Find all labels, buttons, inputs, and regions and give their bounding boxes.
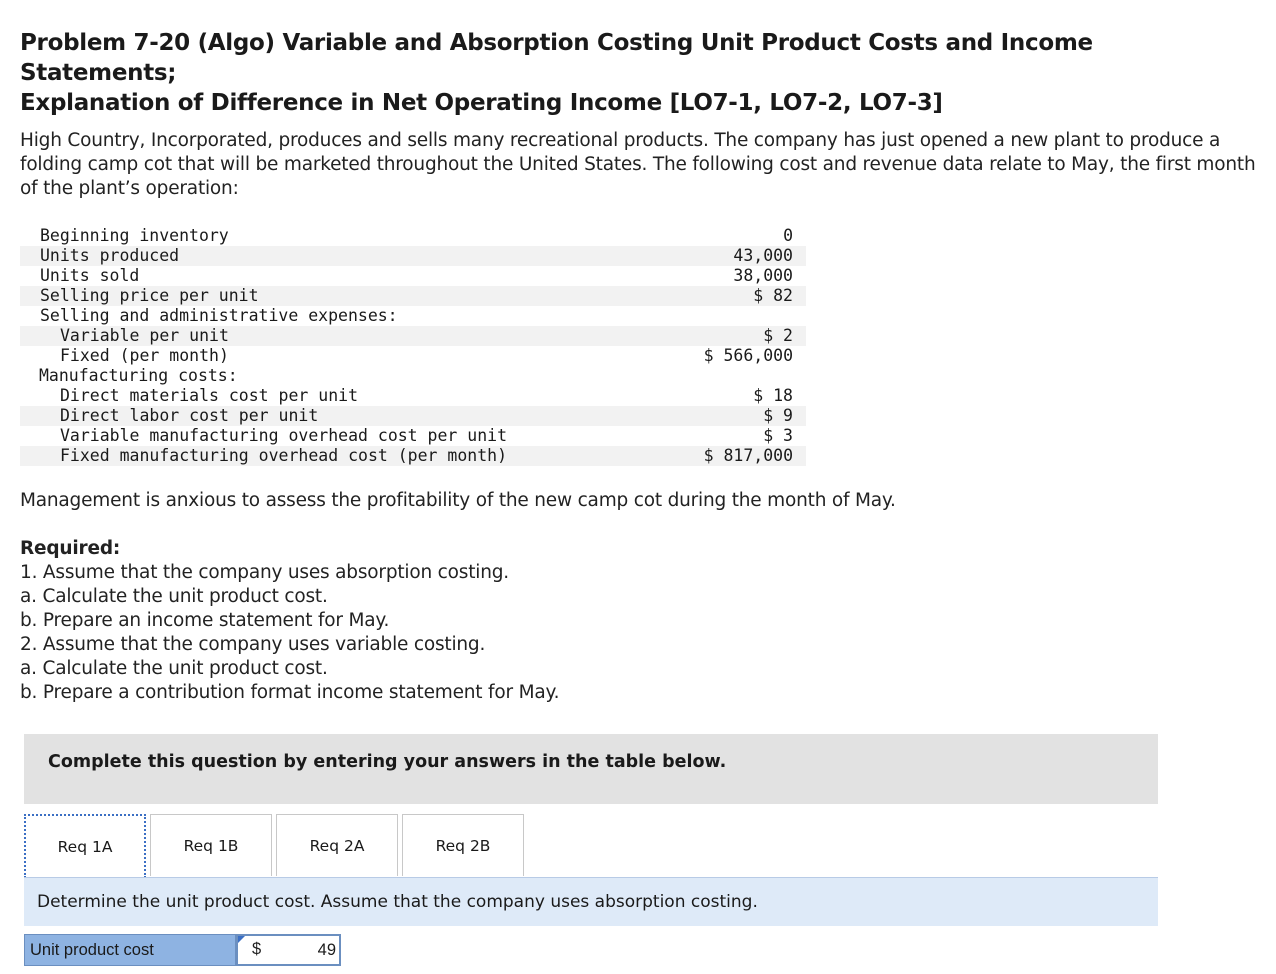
tab-req-1b[interactable]: Req 1B (150, 814, 272, 876)
row-label: Beginning inventory (40, 226, 229, 245)
data-row (20, 346, 806, 366)
data-row (20, 426, 806, 446)
data-row (20, 226, 806, 246)
row-label: Direct materials cost per unit (60, 386, 359, 405)
required-line: a. Calculate the unit product cost. (20, 658, 328, 679)
cost-data-table (20, 226, 806, 466)
row-label: Manufacturing costs: (39, 366, 238, 385)
row-label: Units sold (40, 266, 140, 285)
currency-symbol: $ (252, 940, 262, 958)
row-value: $ 817,000 (703, 446, 793, 465)
title-line-2: Explanation of Difference in Net Operating Income [LO7-1, LO7-2, LO7-3] (20, 90, 943, 116)
required-line: b. Prepare an income statement for May. (20, 610, 390, 631)
instruction-text: Complete this question by entering your answers in the table below. (48, 752, 727, 772)
data-row (20, 366, 806, 386)
data-row (20, 286, 806, 306)
unit-product-cost-input[interactable] (268, 939, 336, 961)
management-text: Management is anxious to assess the profitability of the new camp cot during the month of May. (20, 490, 896, 511)
required-line: 2. Assume that the company uses variable costing. (20, 634, 486, 655)
row-label: Variable per unit (60, 326, 229, 345)
required-line: a. Calculate the unit product cost. (20, 586, 328, 607)
flag-icon (238, 936, 245, 943)
data-row (20, 446, 806, 466)
row-value: $ 3 (763, 426, 793, 445)
instruction-banner (24, 734, 1158, 804)
data-row (20, 326, 806, 346)
row-label: Units produced (40, 246, 180, 265)
data-row (20, 266, 806, 286)
required-line: b. Prepare a contribution format income statement for May. (20, 682, 560, 703)
tab-req-2b[interactable]: Req 2B (402, 814, 524, 876)
row-label: Fixed (per month) (60, 346, 229, 365)
data-row (20, 246, 806, 266)
row-value: $ 9 (763, 406, 793, 425)
row-label: Fixed manufacturing overhead cost (per month) (60, 446, 508, 465)
row-value: $ 566,000 (703, 346, 793, 365)
row-value: 0 (783, 226, 793, 245)
row-value: $ 82 (753, 286, 793, 305)
row-label: Direct labor cost per unit (60, 406, 319, 425)
unit-product-cost-label: Unit product cost (24, 934, 236, 966)
tab-req-1a[interactable]: Req 1A (24, 814, 146, 878)
tab-prompt: Determine the unit product cost. Assume that the company uses absorption costing. (37, 892, 758, 912)
unit-product-cost-cell (236, 934, 341, 966)
row-label: Selling and administrative expenses: (40, 306, 398, 325)
tab-req-2a[interactable]: Req 2A (276, 814, 398, 876)
data-row (20, 306, 806, 326)
data-row (20, 406, 806, 426)
problem-title (20, 28, 1250, 118)
row-value: 38,000 (733, 266, 793, 285)
row-value: $ 2 (763, 326, 793, 345)
row-label: Selling price per unit (40, 286, 259, 305)
row-label: Variable manufacturing overhead cost per unit (60, 426, 508, 445)
data-row (20, 386, 806, 406)
required-heading: Required: (20, 538, 121, 559)
row-value: $ 18 (753, 386, 793, 405)
intro-paragraph: High Country, Incorporated, produces and sells many recreational products. The company has just opened a new plant to produce a folding camp cot that will be marketed throughout the United States. The following cost and revenue data relate to May, the first month of the plant’s operation: (20, 130, 1256, 199)
required-section (20, 537, 559, 705)
tab-prompt-bar (24, 877, 1158, 926)
required-line: 1. Assume that the company uses absorption costing. (20, 562, 509, 583)
row-value: 43,000 (733, 246, 793, 265)
title-line-1: Problem 7-20 (Algo) Variable and Absorption Costing Unit Product Costs and Income Statements; (20, 30, 1093, 86)
